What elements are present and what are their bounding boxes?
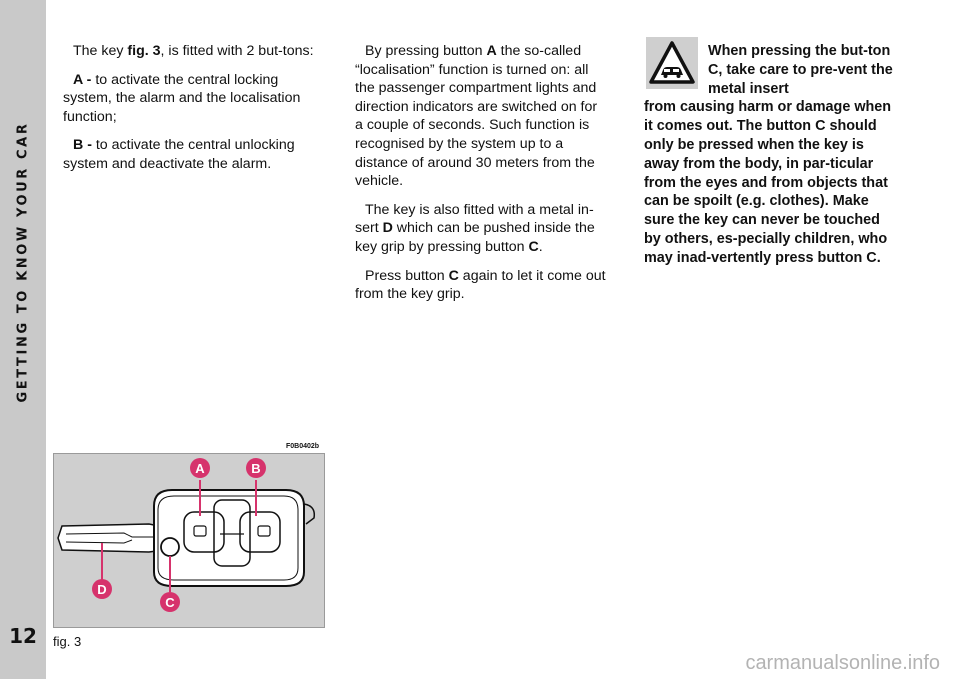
- key-figure: [53, 453, 325, 628]
- column-2: [355, 42, 606, 314]
- label-a: A: [195, 461, 205, 476]
- section-title: GETTING TO KNOW YOUR CAR: [15, 121, 31, 403]
- button-c-paragraph: Press button C again to let it come out from the key grip.: [355, 267, 606, 303]
- label-b: B: [251, 461, 261, 476]
- button-b-description: B - to activate the central unlocking system and deactivate the alarm.: [63, 137, 295, 172]
- column-1: [63, 42, 319, 184]
- warning-text: [644, 42, 896, 268]
- figure-caption: fig. 3: [53, 634, 82, 649]
- localisation-paragraph: By pressing button A the so-called “localisation” function is turned on: all the passenger compartment lights and direction indicators are switched on for a couple of seconds. Such function is recognised by the system up to a distance of around 30 meters from the vehicle.: [355, 43, 598, 190]
- metal-insert-paragraph: The key is also fitted with a metal in-sert D which can be pushed inside the key grip by pressing button C.: [355, 201, 595, 255]
- key-illustration: [54, 454, 324, 627]
- intro-paragraph: The key fig. 3, is fitted with 2 but-tons:: [73, 43, 314, 59]
- watermark: carmanualsonline.info: [745, 652, 940, 674]
- warning-rest: from causing harm or damage when it comes out. The button C should only be pressed when the key is away from the body, in par-ticular from the eyes and from objects that can be spoilt (e.g. clothes). Make sure the key can never be touched by others, es-pecially children, who may inad-vertently press button C.: [644, 99, 892, 266]
- button-a-description: A - to activate the central locking system, the alarm and the localisation function;: [63, 71, 301, 125]
- sidebar: [0, 0, 46, 679]
- label-c: C: [165, 595, 175, 610]
- warning-first-lines: When pressing the but-ton C, take care to pre-vent the metal insert: [708, 43, 893, 97]
- page-number: 12: [9, 624, 37, 648]
- figure-code: F0B0402b: [286, 443, 320, 450]
- label-d: D: [97, 582, 107, 597]
